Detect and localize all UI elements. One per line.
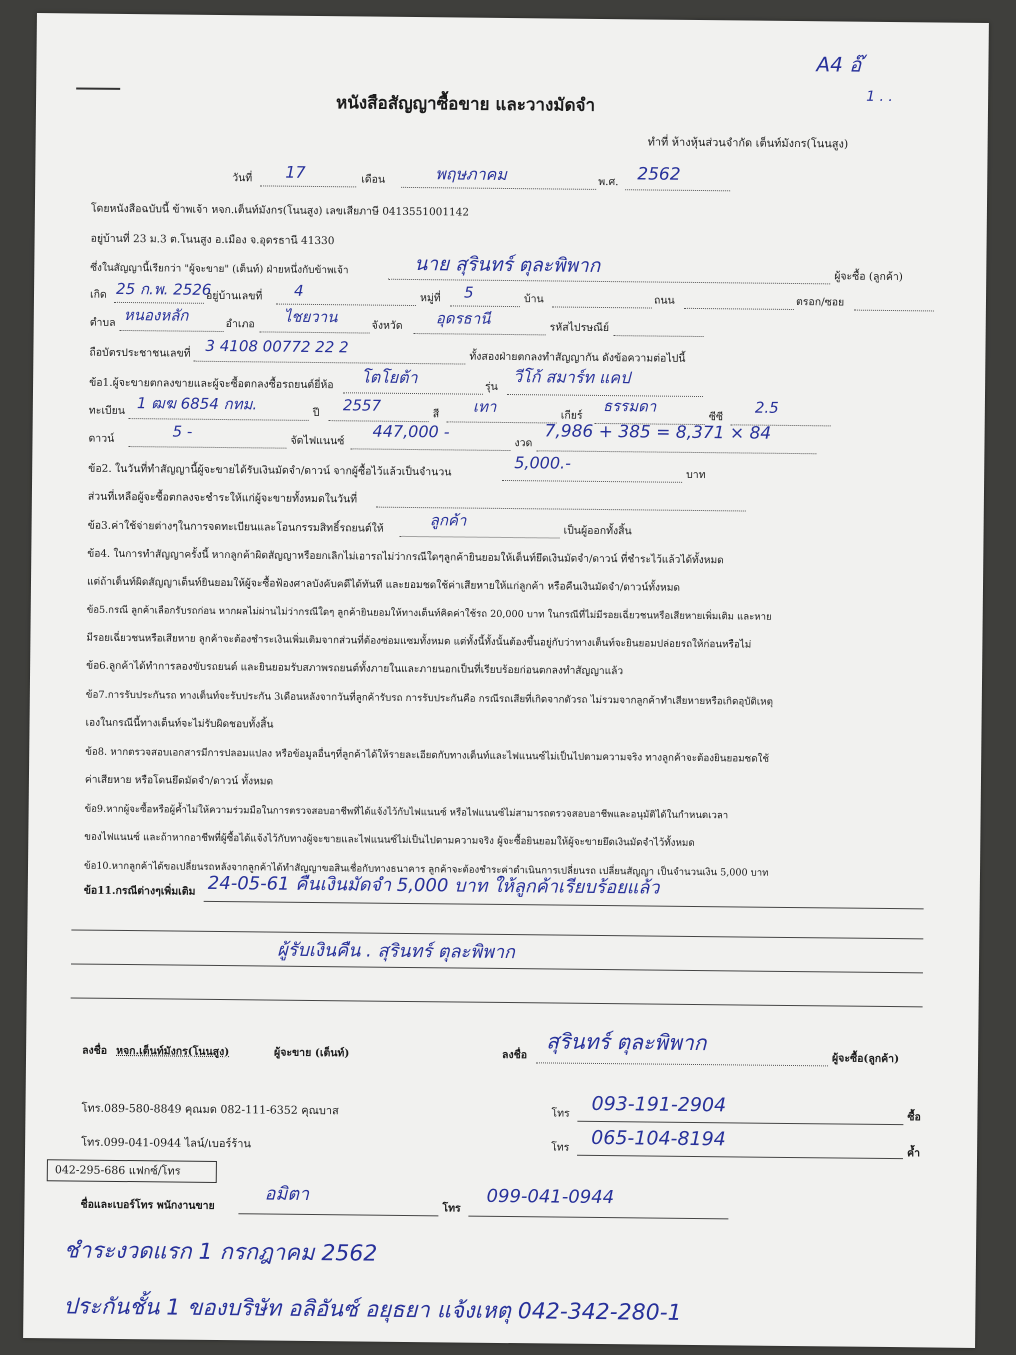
shop-tel-2: โทร.099-041-0944 ไลน์/เบอร์ร้าน <box>81 1135 252 1151</box>
seller-name: หจก.เต็นท์มังกร(โนนสูง) <box>116 1044 230 1059</box>
month-value: พฤษภาคม <box>435 164 507 184</box>
village-line <box>552 306 652 308</box>
payer-value: ลูกค้า <box>429 511 467 530</box>
clause-10: ข้อ10.หากลูกค้าได้ขอเปลี่ยนรถหลังจากลูกค้าได้ทำสัญญาขอสินเชื่อกับทางธนาคาร ลูกค้าจะต้องชำระค่าดำเนินการเปลี่ยนรถ เปลี่ยนสัญญา เป็นจำนวนเงิน 5,000 บาท <box>83 860 769 879</box>
moo-line <box>450 305 520 307</box>
id-label: ถือบัตรประชาชนเลขที่ <box>89 346 191 360</box>
deposit-baht: บาท <box>686 468 706 482</box>
reg-line <box>129 418 309 421</box>
staff-name-line <box>238 1213 438 1216</box>
buyer-tel-post: ซื้อ <box>907 1111 921 1124</box>
soi-label: ตรอก/ซอย <box>795 296 845 309</box>
buyer-tel: 093-191-2904 <box>591 1092 727 1117</box>
model-value: วีโก้ สมาร์ท แคป <box>513 367 631 388</box>
amphoe-line <box>260 331 370 333</box>
contract-paper <box>23 13 989 1348</box>
buyer-sign-line <box>536 1062 828 1066</box>
born-value: 25 ก.พ. 2526 <box>115 279 212 299</box>
guarantor-tel-line <box>577 1155 903 1159</box>
brand-value: โตโยต้า <box>361 367 418 388</box>
gear-value: ธรรมดา <box>602 396 657 416</box>
shop-tel-1: โทร.089-580-8849 คุณมด 082-111-6352 คุณบาส <box>81 1101 339 1118</box>
born-label: เกิด <box>89 288 107 301</box>
house-label: อยู่บ้านเลขที่ <box>205 289 263 303</box>
clause-2a: ข้อ2. ในวันที่ทำสัญญานี้ผู้จะขายได้รับเงินมัดจำ/ดาวน์ จากผู้ซื้อไว้แล้วเป็นจำนวน <box>88 462 452 479</box>
punch-mark <box>76 87 120 89</box>
id-line <box>193 361 465 365</box>
cc-label: ซีซี <box>708 411 724 424</box>
clause-11-line-2 <box>71 929 923 939</box>
clause-6: ข้อ6.ลูกค้าได้ทำการลองขับรถยนต์ และยินยอมรับสภาพรถยนต์ทั้งภายในและภายนอกเป็นที่เรียบร้อยก่อนตกลงทำสัญญาแล้ว <box>86 660 624 678</box>
payer-line <box>399 536 559 539</box>
intro-line-1: โดยหนังสือฉบับนี้ ข้าพเจ้า หจก.เต็นท์มังกร(โนนสูง) เลขเสียภาษี 0413551001142 <box>90 202 470 219</box>
year-label: พ.ศ. <box>598 175 619 189</box>
clause-8a: ข้อ8. หากตรวจสอบเอกสารมีการปลอมแปลง หรือข้อมูลอื่นๆที่ลูกค้าได้ให้รายละเอียดกับทางเต็นท์และไฟแนนซ์ไม่เป็นไปตามความจริง ทางลูกค้าจะต้องยินยอมชดใช้ <box>85 746 770 765</box>
made-at: ทำที่ ห้างหุ้นส่วนจำกัด เต็นท์มังกร(โนนสูง) <box>647 135 849 151</box>
tambon-label: ตำบล <box>89 316 116 329</box>
road-line <box>684 308 794 310</box>
note-insurance: ประกันชั้น 1 ของบริษัท อลิอันซ์ อยุธยา แจ้งเหตุ 042-342-280-1 <box>63 1294 682 1326</box>
born-line <box>114 302 204 304</box>
staff-tel-label: โทร <box>442 1202 461 1215</box>
day-line <box>260 185 356 187</box>
buyer-label-pre: ซึ่งในสัญญานี้เรียกว่า "ผู้จะขาย" (เต็นท์) ฝ่ายหนึ่งกับข้าพเจ้า <box>90 262 349 277</box>
clause-11-line-3 <box>71 963 923 973</box>
clause-5a: ข้อ5.กรณี ลูกค้าเลือกรับรถก่อน หากผลไม่ผ่านไม่ว่ากรณีใดๆ ลูกค้ายินยอมให้ทางเต็นท์คิดค่าใช้รถ 20,000 บาท ในกรณีที่ไม่มีรอยเฉี่ยวชนหรือเสียหายเพิ่มเติม และหาย <box>86 604 772 623</box>
tambon-value: หนองหลัก <box>123 305 189 325</box>
clause-11-line-1 <box>204 901 924 910</box>
color-value: เทา <box>472 397 497 416</box>
clause-7a: ข้อ7.การรับประกันรถ ทางเต็นท์จะรับประกัน 3เดือนหลังจากวันที่ลูกค้ารับรถ การรับประกันคือ กรณีรถเสียที่เกิดจากตัวรถ ไม่รวมจากลูกค้าทำเสียหายหรือเกิดอุบัติเหตุ <box>85 689 774 708</box>
clause-8b: ค่าเสียหาย หรือโดนยึดมัดจำ/ดาวน์ ทั้งหมด <box>84 774 274 788</box>
finance-line <box>350 448 510 451</box>
car-year-label: ปี <box>312 406 320 420</box>
page-title: หนังสือสัญญาซื้อขาย และวางมัดจำ <box>335 93 596 116</box>
clause-5b: มีรอยเฉี่ยวชนหรือเสียหาย ลูกค้าจะต้องชำระเงินเพิ่มเติมจากส่วนที่ต้องซ่อมแซมทั้งหมด แต่ทั้งนี้ทั้งนั้นต้องขึ้นอยู่กับว่าทางเต็นท์จะยินยอมปล่อยรถให้ก่อนหรือไม่ <box>86 632 752 651</box>
clause-2b: ส่วนที่เหลือผู้จะซื้อตกลงจะชำระให้แก่ผู้จะขายทั้งหมดในวันที่ <box>87 490 358 506</box>
road-label: ถนน <box>653 294 675 307</box>
seller-sign-pre: ลงชื่อ <box>82 1044 108 1057</box>
corner-note: A4 อ๊ <box>816 52 862 77</box>
seller-sign-post: ผู้จะขาย (เต็นท์) <box>274 1046 350 1060</box>
postcode-line <box>614 335 704 337</box>
id-post: ทั้งสองฝ่ายตกลงทำสัญญากัน ดังข้อความต่อไปนี้ <box>469 350 686 365</box>
finance-value: 447,000 - <box>372 421 450 442</box>
clause-1-label: ข้อ1.ผู้จะขายตกลงขายและผู้จะซื้อตกลงซื้อรถยนต์ยี่ห้อ <box>89 376 334 392</box>
day-label: วันที่ <box>232 172 253 185</box>
deposit-line <box>502 480 682 483</box>
village-label: บ้าน <box>523 293 544 306</box>
clause-4b: แต่ถ้าเต็นท์ผิดสัญญาเต็นท์ยินยอมให้ผู้จะซื้อฟ้องศาลบังคับคดีได้ทันที และยอมชดใช้ค่าเสียหายให้แก่ลูกค้า หรือคืนเงินมัดจำ/ดาวน์ทั้งหมด <box>86 576 681 594</box>
clause-11-label: ข้อ11.กรณีต่างๆเพิ่มเติม <box>83 884 196 898</box>
cc-value: 2.5 <box>754 398 779 417</box>
car-year-value: 2557 <box>342 396 382 415</box>
finance-label: จัดไฟแนนซ์ <box>290 434 345 448</box>
year-value: 2562 <box>637 164 681 185</box>
model-label: รุ่น <box>485 380 498 393</box>
clause-9b: ของไฟแนนซ์ และถ้าหากอาชีพที่ผู้ซื้อได้แจ้งไว้กับทางผู้จะขายและไฟแนนซ์ไม่เป็นไปตามความจริง ผู้จะซื้อยินยอมให้ผู้จะขายยึดเงินมัดจำไว้ทั้งหมด <box>84 831 695 849</box>
tambon-line <box>120 330 224 332</box>
day-value: 17 <box>285 162 306 182</box>
clause-9a: ข้อ9.หากผู้จะซื้อหรือผู้ค้ำไม่ให้ความร่วมมือในการตรวจสอบอาชีพที่ได้แจ้งไว้กับไฟแนนซ์ หรือไฟแนนซ์ไม่สามารถตรวจสอบอาชีพและอนุมัติได้ในกำหนดเวลา <box>84 803 729 822</box>
staff-tel-line <box>468 1216 728 1220</box>
staff-label: ชื่อและเบอร์โทร พนักงานขาย <box>80 1198 215 1212</box>
amphoe-label: อำเภอ <box>225 318 255 331</box>
intro-line-2: อยู่บ้านที่ 23 ม.3 ต.โนนสูง อ.เมือง จ.อุดรธานี 41330 <box>90 232 335 248</box>
down-label: ดาวน์ <box>88 432 115 445</box>
installment-label: งวด <box>514 437 533 450</box>
buyer-tel-label: โทร <box>551 1107 570 1120</box>
color-label: สี <box>432 408 440 421</box>
house-line <box>276 304 416 306</box>
province-value: อุดรธานี <box>435 309 491 328</box>
buyer-name-line <box>388 279 830 285</box>
gear-label: เกียร์ <box>560 409 583 422</box>
installment-value: 7,986 + 385 = 8,371 × 84 <box>544 421 772 444</box>
down-line <box>128 446 286 449</box>
soi-line <box>854 310 934 312</box>
clause-3b: เป็นผู้ออกทั้งสิ้น <box>563 524 632 538</box>
buyer-sign-post: ผู้จะซื้อ(ลูกค้า) <box>831 1052 900 1066</box>
color-line <box>447 421 557 423</box>
province-label: จังหวัด <box>371 319 403 332</box>
reg-label: ทะเบียน <box>88 404 126 417</box>
clause-3a: ข้อ3.ค่าใช้จ่ายต่างๆในการจดทะเบียนและโอนกรรมสิทธิ์รถยนต์ให้ <box>87 519 384 535</box>
clause-11-line-4 <box>71 997 923 1007</box>
buyer-label-post: ผู้จะซื้อ (ลูกค้า) <box>834 270 903 284</box>
buyer-tel-line <box>577 1121 903 1125</box>
staff-tel: 099-041-0944 <box>486 1185 615 1209</box>
amphoe-value: ไชยวาน <box>283 307 338 327</box>
house-value: 4 <box>293 281 304 300</box>
moo-label: หมู่ที่ <box>419 292 441 305</box>
province-line <box>414 333 546 335</box>
shop-fax: 042-295-686 แฟกซ์/โทร <box>54 1163 181 1178</box>
clause-4a: ข้อ4. ในการทำสัญญาครั้งนี้ หากลูกค้าผิดสัญญาหรือยกเลิกไม่เอารถไม่ว่ากรณีใดๆลูกค้ายินยอมให้เต็นท์ยึดเงินมัดจำ/ดาวน์ ที่ชำระไว้แล้วได้ทั้งหมด <box>87 548 724 567</box>
deposit-value: 5,000.- <box>514 453 572 473</box>
clause-7b: เองในกรณีนี้ทางเต็นท์จะไม่รับผิดชอบทั้งสิ้น <box>85 717 274 731</box>
staff-name: อมิตา <box>264 1183 310 1205</box>
postcode-label: รหัสไปรษณีย์ <box>549 321 610 335</box>
month-label: เดือน <box>361 173 386 186</box>
guarantor-tel-post: ค้ำ <box>907 1147 921 1160</box>
down-value: 5 - <box>172 422 193 441</box>
moo-value: 5 <box>463 283 474 302</box>
clause-11-signature: ผู้รับเงินคืน . สุรินทร์ ตุละพิพาก <box>277 939 516 964</box>
clause-11-note: 24-05-61 คืนเงินมัดจำ 5,000 บาท ให้ลูกค้าเรียบร้อยแล้ว <box>207 872 660 899</box>
corner-mark: 1 . . <box>866 88 893 106</box>
reg-value: 1 ฒฆ 6854 กทม. <box>136 394 258 414</box>
year-line <box>625 189 730 191</box>
guarantor-tel: 065-104-8194 <box>591 1126 726 1151</box>
note-first-installment: ชำระงวดแรก 1 กรกฎาคม 2562 <box>63 1238 378 1267</box>
brand-line <box>343 392 483 394</box>
id-value: 3 4108 00772 22 2 <box>205 336 349 357</box>
buyer-signature: สุรินทร์ ตุละพิพาก <box>546 1029 707 1056</box>
buyer-name: นาย สุรินทร์ ตุละพิพาก <box>414 253 601 277</box>
buyer-sign-pre: ลงชื่อ <box>502 1048 528 1062</box>
month-line <box>401 187 596 190</box>
installment-line <box>536 450 816 454</box>
guarantor-tel-label: โทร <box>551 1141 570 1154</box>
